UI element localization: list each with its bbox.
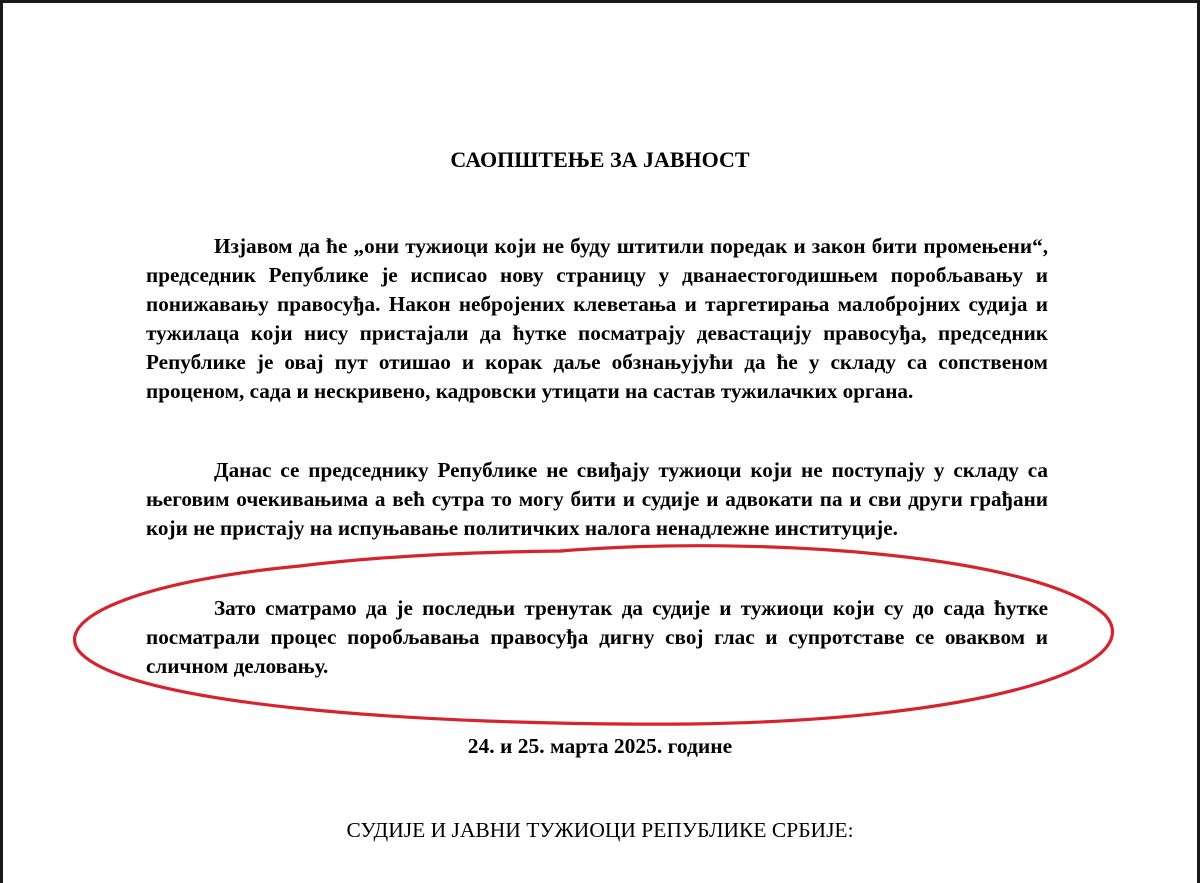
paragraph-3-text: Зато сматрамо да је последњи тренутак да судије и тужиоци који су до сада ћутке посматрали процес поробљавања правосуђа дигну свој глас и супротставе се оваквом и сличном деловању. <box>146 596 1048 678</box>
document-date: 24. и 25. марта 2025. године <box>467 734 733 758</box>
paragraph-2 <box>146 456 1048 543</box>
page-border-top <box>0 0 1200 3</box>
document-signature: СУДИЈЕ И ЈАВНИ ТУЖИОЦИ РЕПУБЛИКЕ СРБИЈЕ: <box>346 818 854 842</box>
paragraph-3 <box>146 594 1048 681</box>
paragraph-1-text: Изјавом да ће „они тужиоци који не буду штитили поредак и закон бити промењени“, председник Републике је исписао нову страницу у дванаестогодишњем поробљавању и понижавању правосуђа. Након небројених клеветања и таргетирања малобројних судија и тужилаца који нису пристајали да ћутке посматрају девастацију правосуђа, председник Републике је овај пут отишао и корак даље обзнањујући да ће у складу са сопственом проценом, сада и нескривено, кадровски утицати на састав тужилачких органа. <box>146 234 1048 403</box>
paragraph-2-text: Данас се председнику Републике не свиђају тужиоци који не поступају у складу са његовим очекивањима а већ сутра то могу бити и судије и адвокати па и сви други грађани који не пристају на испуњавање политичких налога ненадлежне институције. <box>146 458 1048 540</box>
paragraph-1 <box>146 232 1048 406</box>
document-title: САОПШТЕЊЕ ЗА ЈАВНОСТ <box>450 147 750 172</box>
